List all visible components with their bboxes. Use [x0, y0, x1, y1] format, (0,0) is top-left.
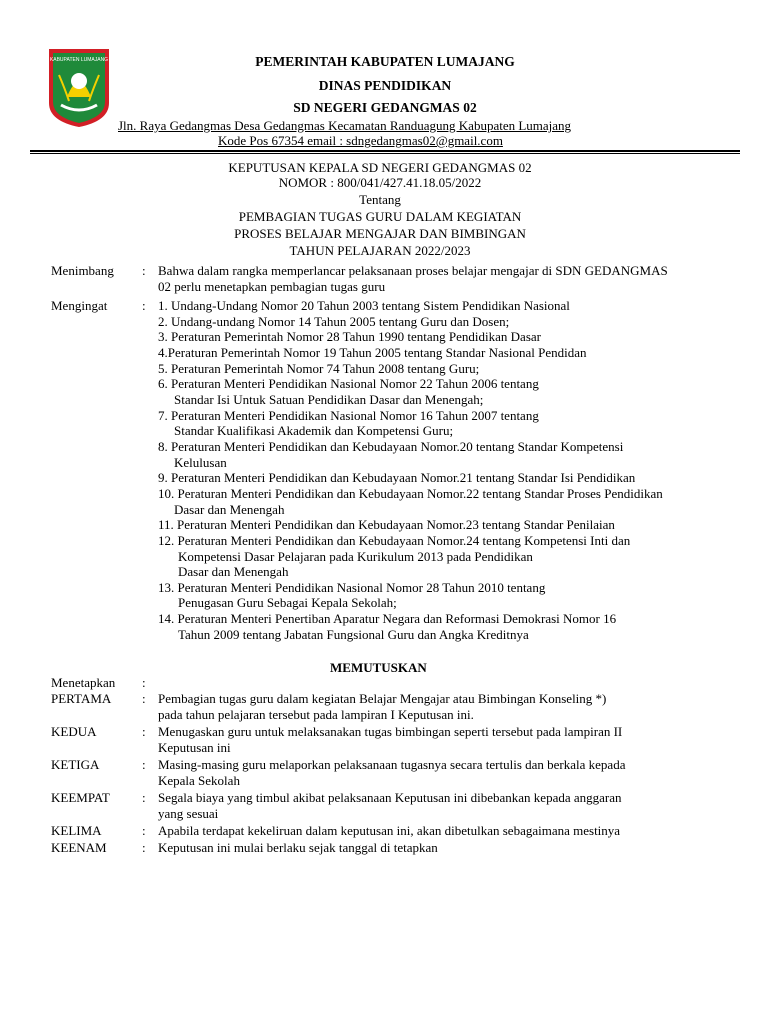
- list-item-continuation: Dasar dan Menengah: [174, 501, 285, 517]
- list-item: 12. Peraturan Menteri Pendidikan dan Kebudayaan Nomor.24 tentang Kompetensi Inti dan: [158, 532, 631, 548]
- decision-text: [158, 757, 750, 788]
- decision-text: [158, 840, 750, 856]
- list-item: 6. Peraturan Menteri Pendidikan Nasional Nomor 22 Tahun 2006 tentang: [158, 376, 539, 392]
- decision-line-1: Pembagian tugas guru dalam kegiatan Belajar Mengajar atau Bimbingan Konseling *): [158, 691, 607, 706]
- decision-line-1: Menugaskan guru untuk melaksanakan tugas bimbingan seperti tersebut pada lampiran II: [158, 724, 623, 739]
- decree-about: Tentang: [359, 192, 401, 207]
- decision-line-1: Masing-masing guru melaporkan pelaksanaan tugasnya secara tertulis dan berkala kepada: [158, 757, 626, 772]
- decision-line-1: Segala biaya yang timbul akibat pelaksanaan Keputusan ini dibebankan kepada anggaran: [158, 790, 622, 805]
- letterhead-department: DINAS PENDIDIKAN: [318, 78, 452, 93]
- list-item: 9. Peraturan Menteri Pendidikan dan Kebudayaan Nomor.21 tentang Standar Isi Pendidikan: [158, 470, 636, 486]
- regency-emblem-icon: [45, 45, 113, 129]
- decree-number: NOMOR : 800/041/427.41.18.05/2022: [278, 175, 482, 190]
- list-item: 3. Peraturan Pemerintah Nomor 28 Tahun 1990 tentang Pendidikan Dasar: [158, 329, 541, 345]
- list-item: 7. Peraturan Menteri Pendidikan Nasional Nomor 16 Tahun 2007 tentang: [158, 407, 539, 423]
- list-item-continuation: Kompetensi Dasar Pelajaran pada Kurikulum 2013 pada Pendidikan: [178, 548, 533, 564]
- menimbang-label: Menimbang: [51, 263, 114, 278]
- list-item-continuation: Standar Isi Untuk Satuan Pendidikan Dasar dan Menengah;: [174, 391, 484, 407]
- letterhead-rule-thin: [30, 153, 740, 154]
- menimbang-text: [158, 263, 750, 294]
- list-item-continuation: Tahun 2009 tentang Jabatan Fungsional Guru dan Angka Kreditnya: [178, 626, 529, 642]
- list-item: 11. Peraturan Menteri Pendidikan dan Kebudayaan Nomor.23 tentang Standar Penilaian: [158, 517, 615, 533]
- decision-text: [158, 790, 750, 821]
- letterhead-contact: Kode Pos 67354 email : sdngedangmas02@gmail.com: [218, 133, 503, 148]
- list-item: 13. Peraturan Menteri Pendidikan Nasional Nomor 28 Tahun 2010 tentang: [158, 579, 546, 595]
- decision-colon: :: [142, 840, 146, 855]
- decision-text: [158, 823, 750, 839]
- decree-title: [30, 160, 730, 258]
- menetapkan-colon: :: [142, 675, 146, 690]
- list-item-continuation: Standar Kualifikasi Akademik dan Kompetensi Guru;: [174, 423, 454, 439]
- letterhead-school: SD NEGERI GEDANGMAS 02: [293, 100, 477, 115]
- decree-subject-2: PROSES BELAJAR MENGAJAR DAN BIMBINGAN: [234, 226, 526, 241]
- decision-label: KELIMA: [51, 823, 102, 838]
- list-item-continuation: Dasar dan Menengah: [178, 564, 289, 580]
- decision-line-2: Kepala Sekolah: [158, 772, 240, 788]
- list-item: 10. Peraturan Menteri Pendidikan dan Kebudayaan Nomor.22 tentang Standar Proses Pendidikan: [158, 485, 663, 501]
- letterhead-rule: [30, 150, 740, 152]
- decree-heading: KEPUTUSAN KEPALA SD NEGERI GEDANGMAS 02: [228, 160, 532, 175]
- menimbang-colon: :: [142, 263, 146, 278]
- menimbang-line-2: 02 perlu menetapkan pembagian tugas guru: [158, 278, 386, 294]
- decision-colon: :: [142, 823, 146, 838]
- decree-subject-1: PEMBAGIAN TUGAS GURU DALAM KEGIATAN: [238, 209, 522, 224]
- decision-label: KEDUA: [51, 724, 97, 739]
- list-item-continuation: Penugasan Guru Sebagai Kepala Sekolah;: [178, 595, 397, 611]
- decision-label: PERTAMA: [51, 691, 112, 706]
- mengingat-colon: :: [142, 298, 146, 313]
- decision-colon: :: [142, 790, 146, 805]
- emblem-caption: KABUPATEN LUMAJANG: [49, 57, 109, 63]
- decree-subject-3: TAHUN PELAJARAN 2022/2023: [289, 243, 471, 258]
- decision-text: [158, 691, 750, 722]
- decision-colon: :: [142, 724, 146, 739]
- letterhead-address: Jln. Raya Gedangmas Desa Gedangmas Kecamatan Randuagung Kabupaten Lumajang: [118, 118, 572, 133]
- list-item-continuation: Kelulusan: [174, 454, 227, 470]
- decision-text: [158, 724, 750, 755]
- decision-line-2: pada tahun pelajaran tersebut pada lampiran I Keputusan ini.: [158, 706, 474, 722]
- decision-colon: :: [142, 757, 146, 772]
- list-item: 5. Peraturan Pemerintah Nomor 74 Tahun 2008 tentang Guru;: [158, 360, 480, 376]
- list-item: 8. Peraturan Menteri Pendidikan dan Kebudayaan Nomor.20 tentang Standar Kompetensi: [158, 438, 624, 454]
- letterhead-government: PEMERINTAH KABUPATEN LUMAJANG: [255, 54, 515, 69]
- menetapkan-label: Menetapkan: [51, 675, 116, 690]
- list-item: 1. Undang-Undang Nomor 20 Tahun 2003 tentang Sistem Pendidikan Nasional: [158, 298, 570, 313]
- mengingat-list: [158, 298, 750, 642]
- decision-label: KEEMPAT: [51, 790, 110, 805]
- decision-label: KETIGA: [51, 757, 100, 772]
- decision-line-2: yang sesuai: [158, 805, 219, 821]
- menimbang-line-1: Bahwa dalam rangka memperlancar pelaksanaan proses belajar mengajar di SDN GEDANGMAS: [158, 263, 668, 278]
- mengingat-label: Mengingat: [51, 298, 108, 313]
- decision-line-1: Apabila terdapat kekeliruan dalam keputusan ini, akan dibetulkan sebagaimana mestinya: [158, 823, 621, 838]
- decision-line-2: Keputusan ini: [158, 739, 231, 755]
- list-item: 14. Peraturan Menteri Penertiban Aparatur Negara dan Reformasi Demokrasi Nomor 16: [158, 611, 617, 627]
- decision-label: KEENAM: [51, 840, 107, 855]
- decision-colon: :: [142, 691, 146, 706]
- list-item: 4.Peraturan Pemerintah Nomor 19 Tahun 2005 tentang Standar Nasional Pendidan: [158, 344, 587, 360]
- memutuskan-heading: MEMUTUSKAN: [330, 660, 427, 675]
- list-item: 2. Undang-undang Nomor 14 Tahun 2005 tentang Guru dan Dosen;: [158, 313, 510, 329]
- decision-line-1: Keputusan ini mulai berlaku sejak tanggal di tetapkan: [158, 840, 438, 855]
